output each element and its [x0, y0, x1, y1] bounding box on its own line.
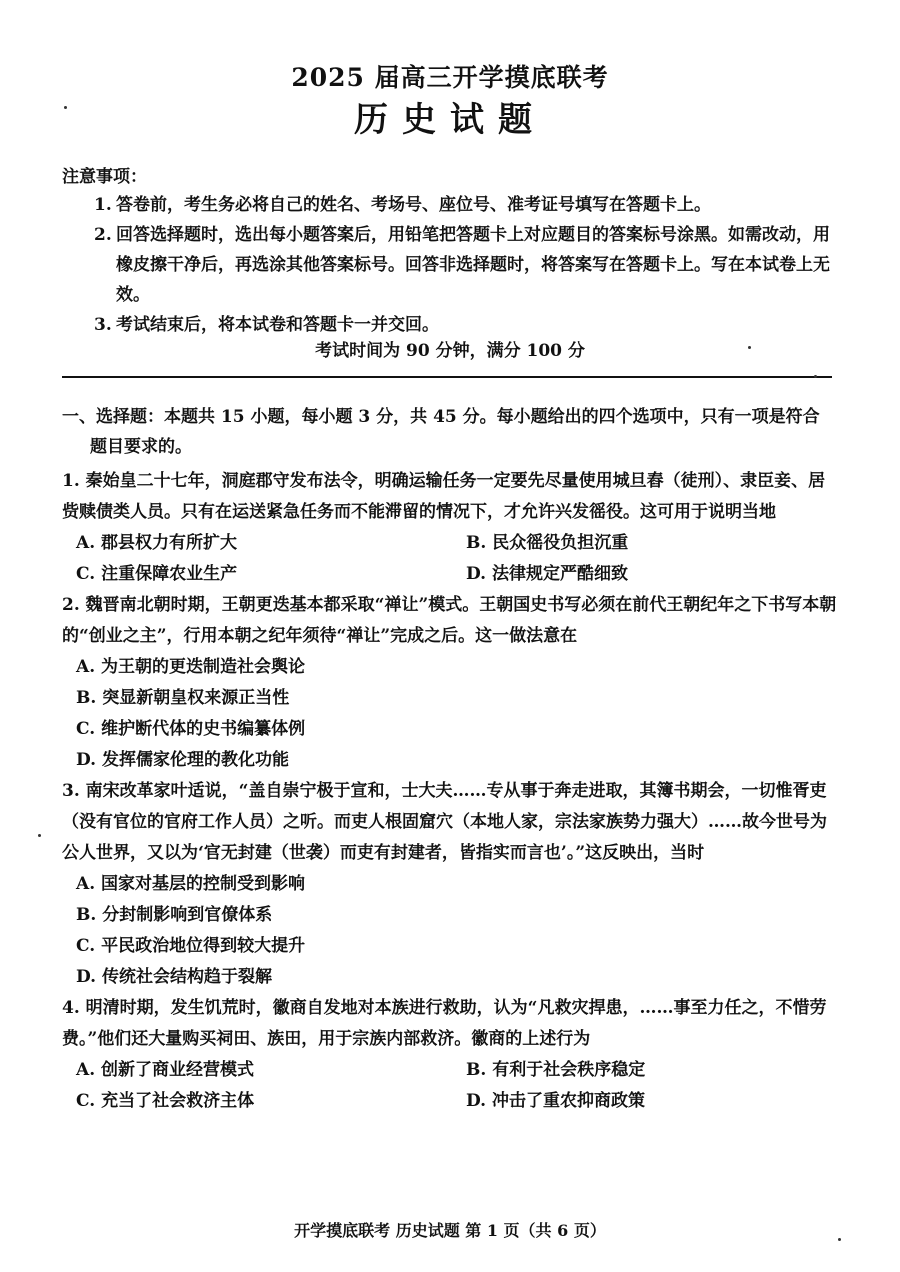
section-heading-line: 题目要求的。	[90, 437, 192, 457]
option-a: A. 为王朝的更迭制造社会舆论	[76, 657, 306, 677]
option-c: C. 注重保障农业生产	[76, 564, 238, 584]
exam-time: 考试时间为 90 分钟，满分 100 分	[315, 341, 585, 361]
page-footer: 开学摸底联考 历史试题 第 1 页（共 6 页）	[294, 1221, 606, 1240]
section-divider	[62, 376, 832, 378]
exam-title: 2025 届高三开学摸底联考	[291, 63, 609, 92]
scan-speck	[64, 106, 67, 109]
option-a: A. 创新了商业经营模式	[76, 1060, 255, 1080]
notice-list	[94, 190, 834, 340]
question-stem: 2. 魏晋南北朝时期，王朝更迭基本都采取“禅让”模式。王朝国史书写必须在前代王朝纪年之下书写本朝的“创业之主”，行用本朝之纪年须待“禅让”完成之后。这一做法意在	[62, 595, 837, 646]
notice-item-number: 1.	[94, 195, 112, 215]
notice-item-text: 回答选择题时，选出每小题答案后，用铅笔把答题卡上对应题目的答案标号涂黑。如需改动，用橡皮擦干净后，再选涂其他答案标号。回答非选择题时，将答案写在答题卡上。写在本试卷上无效。	[116, 225, 830, 305]
option-b: B. 民众徭役负担沉重	[466, 533, 629, 553]
option-group	[62, 528, 842, 590]
scan-speck	[748, 346, 751, 349]
section-heading-line: 一、选择题：本题共 15 小题，每小题 3 分，共 45 分。每小题给出的四个选项中，只有一项是符合	[62, 407, 820, 427]
option-b: B. 有利于社会秩序稳定	[466, 1060, 646, 1080]
question-stem: 4. 明清时期，发生饥荒时，徽商自发地对本族进行救助，认为“凡救灾捍患，……事至力任之，不惜劳费。”他们还大量购买祠田、族田，用于宗族内部救济。徽商的上述行为	[62, 998, 827, 1049]
question-4	[62, 993, 842, 1117]
question-stem: 3. 南宋改革家叶适说，“盖自崇宁极于宣和，士大夫……专从事于奔走进取，其簿书期会，一切惟胥吏（没有官位的官府工作人员）之听。而吏人根固窟穴（本地人家，宗法家族势力强大）……故今世号为公人世界，又以为‘官无封建（世袭）而吏有封建者，皆指实而言也’。”这反映出，当时	[62, 781, 827, 863]
option-group	[62, 1055, 842, 1117]
option-c: C. 充当了社会救济主体	[76, 1091, 255, 1111]
notice-item	[94, 190, 834, 220]
option-c: C. 平民政治地位得到较大提升	[76, 936, 306, 956]
option-group	[62, 869, 842, 993]
option-d: D. 冲击了重农抑商政策	[466, 1091, 645, 1111]
notice-item	[94, 220, 834, 310]
option-group	[62, 652, 842, 776]
notice-item-text: 答卷前，考生务必将自己的姓名、考场号、座位号、准考证号填写在答题卡上。	[116, 195, 711, 215]
option-a: A. 国家对基层的控制受到影响	[76, 874, 306, 894]
option-d: D. 传统社会结构趋于裂解	[76, 967, 272, 987]
notice-heading: 注意事项：	[62, 167, 147, 187]
scan-speck	[838, 1238, 841, 1241]
subject-title: 历史试题	[354, 100, 546, 140]
option-b: B. 突显新朝皇权来源正当性	[76, 688, 290, 708]
option-d: D. 法律规定严酷细致	[466, 564, 628, 584]
option-d: D. 发挥儒家伦理的教化功能	[76, 750, 289, 770]
notice-item-text: 考试结束后，将本试卷和答题卡一并交回。	[116, 315, 439, 335]
question-stem: 1. 秦始皇二十七年，洞庭郡守发布法令，明确运输任务一定要先尽量使用城旦舂（徒刑）、隶臣妾、居赀赎债类人员。只有在运送紧急任务而不能滞留的情况下，才允许兴发徭役。这可用于说明当地	[62, 471, 826, 522]
option-b: B. 分封制影响到官僚体系	[76, 905, 273, 925]
scan-speck	[814, 375, 817, 378]
option-c: C. 维护断代体的史书编纂体例	[76, 719, 306, 739]
question-list	[62, 466, 842, 1117]
notice-item-number: 3.	[94, 315, 112, 335]
section-heading	[62, 402, 842, 462]
scan-speck	[38, 834, 41, 837]
question-1	[62, 466, 842, 590]
question-2	[62, 590, 842, 776]
option-a: A. 郡县权力有所扩大	[76, 533, 238, 553]
notice-item-number: 2.	[94, 225, 112, 245]
question-3	[62, 776, 842, 993]
